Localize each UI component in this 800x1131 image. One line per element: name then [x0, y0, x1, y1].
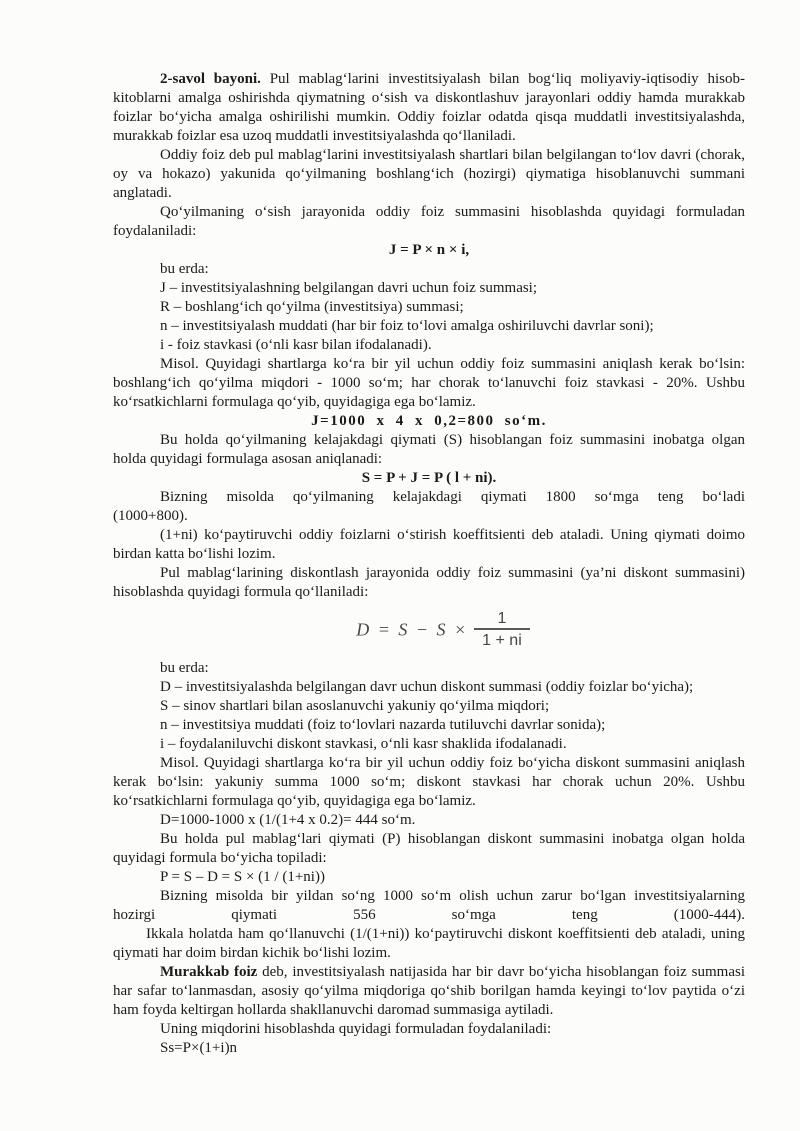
fraction-numerator: 1 [497, 610, 507, 627]
formula-discount-fraction [474, 609, 530, 650]
definition-n2: n – investitsiya muddati (foiz to‘lovlari nazarda tutiluvchi davrlar sonida); [160, 717, 606, 733]
definition-J: J – investitsiyalashning belgilangan davri uchun foiz summasi; [160, 280, 538, 296]
example1-value-line2: (1000+800). [113, 508, 188, 524]
paragraph-present-value-intro: Bu holda pul mablag‘lari qiymati (P) hisoblangan diskont summasini inobatga olgan holda quyidagi formula bo‘yicha topiladi: [113, 831, 745, 866]
paragraph-future-value-intro: Bu holda qo‘yilmaning kelajakdagi qiymati (S) hisoblangan foiz summasini inobatga olgan holda quyidagi formulaga asosan aniqlanadi: [113, 432, 745, 467]
paragraph-example1: Misol. Quyidagi shartlarga ko‘ra bir yil uchun oddiy foiz summasini aniqlash kerak bo‘lsin: boshlang‘ich qo‘yilma miqdori - 1000 so‘m; har chorak to‘lanuvchi foiz stavkasi - 20%. Ushbu ko‘rsatkichlarni formulaga qo‘yib, quyidagiga ega bo‘lamiz. [113, 356, 745, 410]
definition-n: n – investitsiyalash muddati (har bir foiz to‘lovi amalga oshiriluvchi davrlar soni); [160, 318, 654, 334]
definitions1-intro: bu erda: [160, 261, 209, 277]
definition-D: D – investitsiyalashda belgilangan davr uchun diskont summasi (oddiy foizlar bo‘yicha); [160, 679, 694, 695]
paragraph-intro [113, 70, 745, 146]
paragraph-example2: Misol. Quyidagi shartlarga ko‘ra bir yil uchun oddiy foiz bo‘yicha diskont summasini aniqlash kerak bo‘lsin: yakuniy summa 1000 so‘m; diskont stavkasi har chorak uchun 20%. Ushbu ko‘rsatkichlarni formulaga qo‘yib, quyidagiga ega bo‘lamiz. [113, 755, 745, 809]
section-title-bold: 2-savol bayoni. [160, 71, 261, 87]
formula-compound: Ss=P×(1+i)n [160, 1040, 238, 1056]
paragraph-compound-interest [113, 963, 745, 1020]
formula-present-value: P = S – D = S × (1 / (1+ni)) [160, 869, 325, 885]
paragraph-example2-value [113, 887, 745, 925]
example1-value-line1: Bizning misolda qo‘yilmaning kelajakdagi qiymati 1800 so‘mga teng bo‘ladi [160, 489, 745, 505]
definition-i2: i – foydalaniluvchi diskont stavkasi, o‘nli kasr shaklida ifodalanadi. [160, 736, 567, 752]
paragraph-growth-coefficient: (1+ni) ko‘paytiruvchi oddiy foizlarni o‘stirish koeffitsienti deb ataladi. Uning qiymati doimo birdan katta bo‘lishi lozim. [113, 527, 745, 562]
example2-value-line2: hozirgi qiymati 556 so‘mga teng (1000-444). [113, 907, 745, 923]
paragraph-example1-value [113, 488, 745, 526]
formula-example1-result: J=1000 x 4 x 0,2=800 so‘m. [311, 413, 547, 429]
formula-simple-interest: J = P × n × i, [388, 242, 470, 258]
compound-interest-bold: Murakkab foiz [160, 964, 258, 980]
formula-discount [141, 611, 745, 652]
formula-future-value: S = P + J = P ( l + ni). [361, 470, 497, 486]
definition-S: S – sinov shartlari bilan asoslanuvchi yakuniy qo‘yilma miqdori; [160, 698, 550, 714]
paragraph-oddiy-foiz: Oddiy foiz deb pul mablag‘larini investitsiyalash shartlari bilan belgilangan to‘lov davri (chorak, oy va hokazo) yakunida qo‘yilmaning boshlang‘ich (hozirgi) qiymatiga hisoblanuvchi summani anglatadi. [113, 147, 745, 201]
formula-example2-result: D=1000-1000 x (1/(1+4 x 0.2)= 444 so‘m. [160, 812, 416, 828]
paragraph-intro-text: Pul mablag‘larini investitsiyalash bilan bog‘liq moliyaviy-iqtisodiy hisob-kitoblarni amalga oshirishda qiymatning o‘sish va diskontlashuv jarayonlari oddiy hamda murakkab foizlar bo‘yicha amalga oshirilishi mumkin. Oddiy foizlar odatda qisqa muddatli investitsiyalashda, murakkab foizlar esa uzoq muddatli investitsiyalashda qo‘llaniladi. [113, 71, 745, 144]
paragraph-compound-formula-intro: Uning miqdorini hisoblashda quyidagi formuladan foydalaniladi: [160, 1021, 552, 1037]
paragraph-formula-intro: Qo‘yilmaning o‘sish jarayonida oddiy foiz summasini hisoblashda quyidagi formuladan foydalaniladi: [113, 204, 745, 239]
definitions2-intro: bu erda: [160, 660, 209, 676]
document-text-block [113, 70, 745, 1058]
definition-i: i - foiz stavkasi (o‘nli kasr bilan ifodalanadi). [160, 337, 432, 353]
formula-discount-lhs: D = S − S × [356, 619, 469, 640]
paragraph-discount-coefficient: Ikkala holatda ham qo‘llanuvchi (1/(1+ni)) ko‘paytiruvchi diskont koeffitsienti deb ataladi, uning qiymati har doim birdan kichik bo‘lishi lozim. [113, 926, 745, 961]
definition-R: R – boshlang‘ich qo‘yilma (investitsiya) summasi; [160, 299, 464, 315]
compound-interest-text: deb, investitsiyalash natijasida har bir davr bo‘yicha hisoblangan foiz summasi har safar to‘lanmasdan, asosiy qo‘yilma miqdoriga qo‘shib borilgan hamda keyingi to‘lov paytida o‘zi ham foyda keltirgan hollarda shakllanuvchi daromad summasiga aytiladi. [113, 964, 745, 1018]
fraction-denominator: 1 + ni [474, 628, 530, 650]
example2-value-line1: Bizning misolda bir yildan so‘ng 1000 so‘m olish uchun zarur bo‘lgan investitsiyalarning [160, 888, 745, 904]
paragraph-discount-intro: Pul mablag‘larining diskontlash jarayonida oddiy foiz summasini (ya’ni diskont summasini) hisoblashda quyidagi formula qo‘llaniladi: [113, 565, 745, 600]
